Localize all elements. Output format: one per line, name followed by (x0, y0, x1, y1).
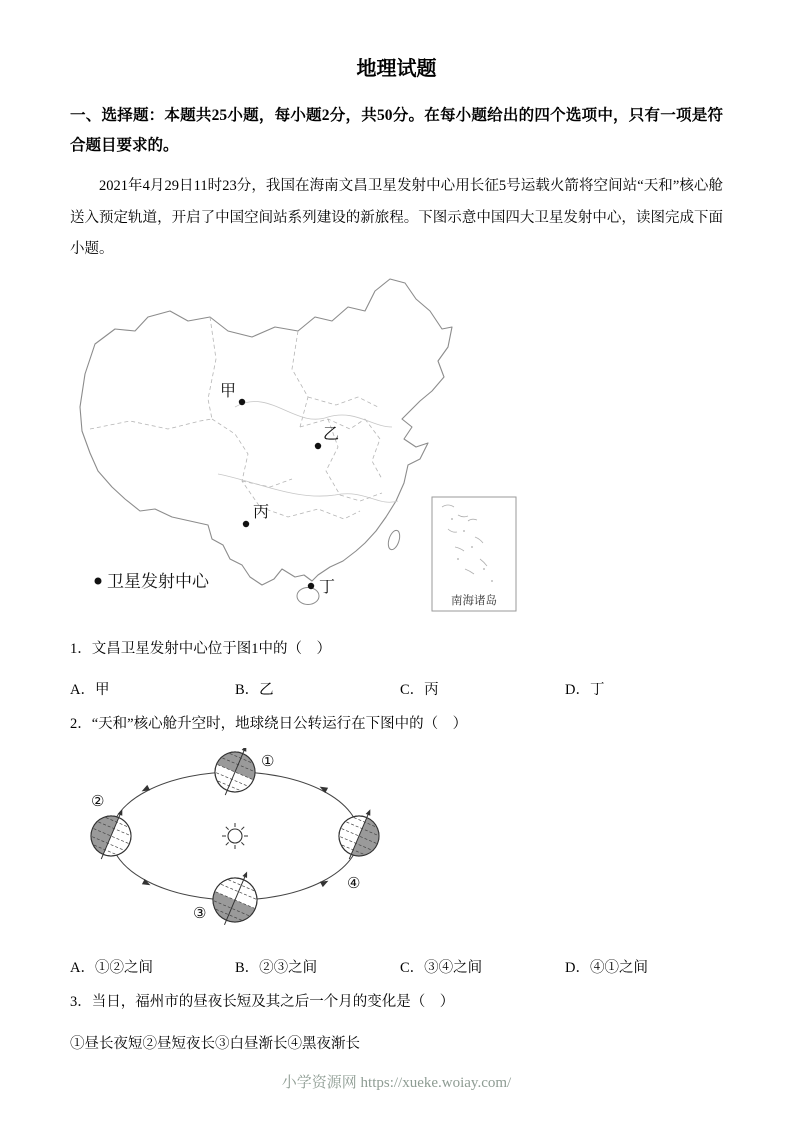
intro-paragraph: 2021年4月29日11时23分，我国在海南文昌卫星发射中心用长征5号运载火箭将空间站“天和”核心舱送入预定轨道，开启了中国空间站系列建设的新旅程。下图示意中国四大卫星发射中心，读图完成下面小题。 (70, 178, 723, 257)
orbit-label-1: ① (261, 754, 275, 771)
q2-option-b: B．②③之间 (235, 960, 318, 977)
q1-option-d: D．丁 (565, 682, 605, 699)
sun-icon (222, 823, 248, 849)
map-label-bing: 丙 (253, 503, 270, 521)
orbit-label-4: ④ (347, 876, 361, 893)
map-label-yi: 乙 (323, 425, 340, 443)
q2-option-d: D．④①之间 (565, 960, 648, 977)
section-heading: 一、选择题：本题共25小题，每小题2分，共50分。在每小题给出的四个选项中，只有一项是符合题目要求的。 (70, 107, 723, 155)
q2-options (70, 956, 723, 977)
earth-orbit-diagram (85, 748, 395, 934)
q2-option-c: C．③④之间 (400, 960, 483, 977)
orbit-label-2: ② (91, 794, 105, 811)
hainan-island (297, 587, 319, 604)
map-label-jia: 甲 (220, 382, 237, 400)
earth-position-2 (85, 802, 141, 867)
question-3: 3．当日，福州市的昼夜长短及其之后一个月的变化是（ ） (70, 994, 455, 1011)
launch-center-bing-dot (243, 521, 249, 527)
china-outline (80, 279, 452, 585)
china-map-figure (60, 269, 723, 624)
launch-center-yi-dot (315, 443, 321, 449)
q1-options (70, 678, 723, 699)
inset-label: 南海诸岛 (451, 594, 497, 607)
page-title: 地理试题 (356, 58, 437, 80)
legend-dot (95, 577, 102, 584)
earth-position-4 (331, 802, 389, 867)
inset-box (432, 497, 516, 611)
q1-option-c: C．丙 (400, 682, 439, 699)
map-label-ding: 丁 (319, 578, 336, 596)
earth-position-1 (207, 748, 265, 803)
q3-suboptions: ①昼长夜短②昼短夜长③白昼渐长④黑夜渐长 (70, 1035, 360, 1052)
launch-center-ding-dot (308, 583, 314, 589)
china-map (60, 269, 520, 619)
q1-option-b: B．乙 (235, 682, 274, 699)
question-2: 2．“天和”核心舱升空时，地球绕日公转运行在下图中的（ ） (70, 716, 468, 733)
orbit-figure (85, 748, 723, 939)
taiwan-island (386, 529, 402, 551)
question-1: 1．文昌卫星发射中心位于图1中的（ ） (70, 640, 331, 657)
earth-position-3 (204, 863, 267, 934)
rivers (218, 401, 398, 502)
legend-label: 卫星发射中心 (107, 571, 209, 591)
orbit-label-3: ③ (193, 906, 207, 923)
q1-option-a: A．甲 (70, 682, 110, 699)
q2-option-a: A．①②之间 (70, 960, 153, 977)
page-footer: 小学资源网 https://xueke.woiay.com/ (281, 1075, 512, 1091)
launch-center-jia-dot (239, 399, 245, 405)
province-borders (90, 317, 382, 519)
